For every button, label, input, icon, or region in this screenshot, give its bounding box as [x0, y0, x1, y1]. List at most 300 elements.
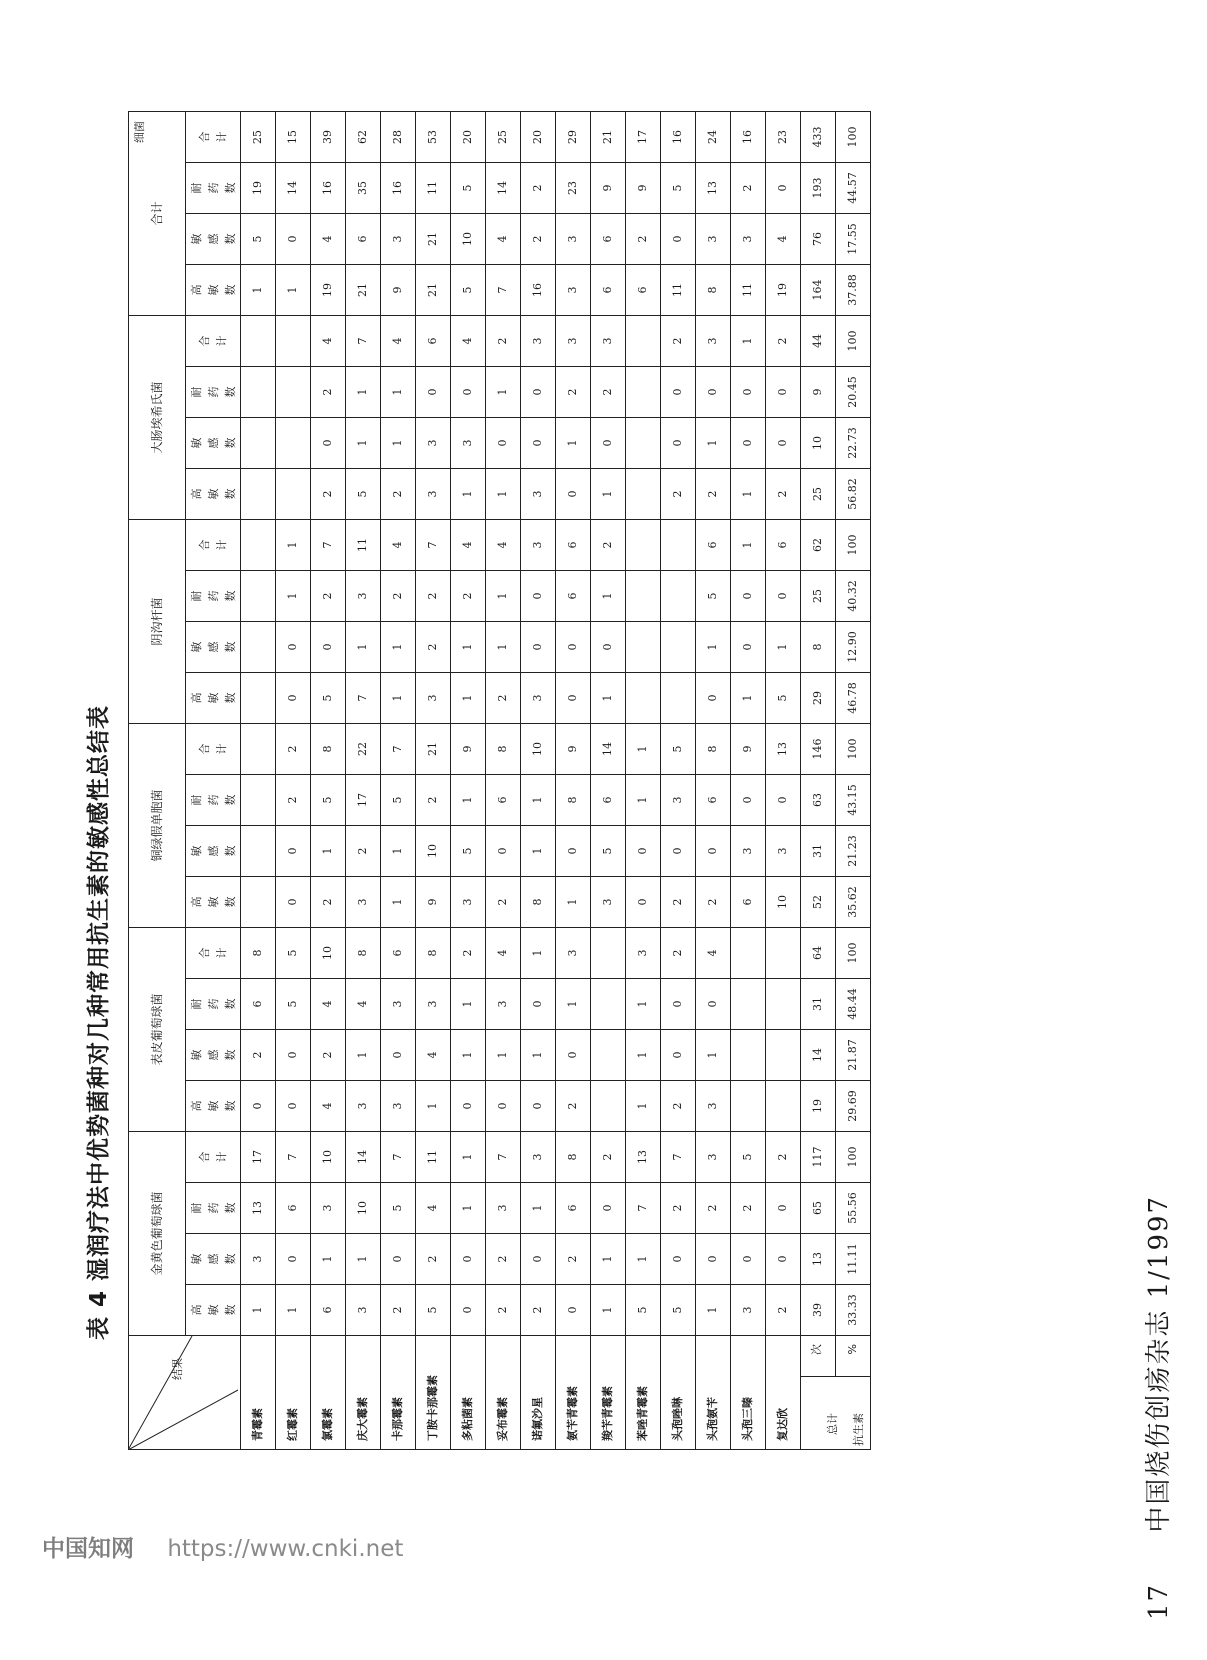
value-cell: 3	[766, 826, 801, 877]
value-cell: 0	[766, 775, 801, 826]
value-cell: 0	[591, 1183, 626, 1234]
value-cell: 9	[451, 724, 486, 775]
value-cell: 5	[766, 673, 801, 724]
value-cell: 11	[416, 163, 451, 214]
value-cell	[766, 1030, 801, 1081]
total-count-cell: 146	[801, 724, 836, 775]
subheader-char: 合	[198, 743, 211, 755]
subheader-label	[196, 540, 230, 551]
subheader-cell	[186, 1285, 241, 1336]
subheader-char: 药	[206, 386, 220, 398]
value-cell: 0	[276, 214, 311, 265]
value-cell: 3	[241, 1234, 276, 1285]
subheader-char: 敏	[189, 845, 203, 857]
value-cell: 1	[451, 775, 486, 826]
value-cell: 9	[416, 877, 451, 928]
value-cell: 2	[381, 469, 416, 520]
value-cell	[591, 979, 626, 1030]
value-cell: 2	[696, 1183, 731, 1234]
value-cell: 3	[381, 979, 416, 1030]
subheader-char: 数	[223, 1049, 237, 1061]
table-row	[696, 112, 731, 1450]
value-cell: 1	[486, 1030, 521, 1081]
subheader-cell	[186, 622, 241, 673]
value-cell: 6	[346, 214, 381, 265]
value-cell: 0	[451, 1234, 486, 1285]
subheader-cell	[186, 520, 241, 571]
value-cell: 2	[661, 1081, 696, 1132]
subheader-cell	[186, 979, 241, 1030]
value-cell	[241, 316, 276, 367]
total-percent-cell: 100	[836, 928, 871, 979]
total-count-cell: 13	[801, 1234, 836, 1285]
value-cell: 3	[451, 418, 486, 469]
value-cell: 0	[521, 979, 556, 1030]
value-cell: 3	[731, 826, 766, 877]
value-cell: 2	[661, 928, 696, 979]
value-cell: 1	[556, 418, 591, 469]
subheader-char: 数	[223, 1304, 237, 1316]
subheader-char: 敏	[189, 1049, 203, 1061]
total-count-cell: 62	[801, 520, 836, 571]
value-cell: 0	[696, 367, 731, 418]
subheader-char: 耐	[189, 794, 203, 806]
value-cell	[241, 724, 276, 775]
value-cell: 5	[311, 775, 346, 826]
value-cell: 6	[276, 1183, 311, 1234]
value-cell: 0	[521, 1234, 556, 1285]
value-cell: 1	[346, 418, 381, 469]
value-cell	[276, 316, 311, 367]
value-cell: 2	[311, 877, 346, 928]
total-percent-cell: 44.57	[836, 163, 871, 214]
total-count-cell: 14	[801, 1030, 836, 1081]
subheader-char: 数	[223, 284, 237, 296]
value-cell: 13	[241, 1183, 276, 1234]
value-cell	[591, 928, 626, 979]
value-cell: 3	[486, 1183, 521, 1234]
value-cell	[766, 1081, 801, 1132]
total-label: 总计	[826, 1413, 839, 1435]
antibiotic-name: 红霉素	[276, 1336, 311, 1450]
total-count-cell: 25	[801, 571, 836, 622]
value-cell: 8	[521, 877, 556, 928]
value-cell	[241, 571, 276, 622]
value-cell: 3	[696, 316, 731, 367]
subheader-char: 计	[215, 743, 228, 755]
value-cell: 10	[451, 214, 486, 265]
value-cell: 16	[381, 163, 416, 214]
value-cell: 2	[591, 1132, 626, 1183]
value-cell: 1	[521, 775, 556, 826]
value-cell: 1	[381, 418, 416, 469]
value-cell: 1	[416, 1081, 451, 1132]
value-cell: 2	[346, 826, 381, 877]
value-cell: 11	[731, 265, 766, 316]
value-cell: 1	[311, 1234, 346, 1285]
value-cell: 1	[451, 469, 486, 520]
value-cell: 0	[591, 418, 626, 469]
value-cell: 7	[381, 1132, 416, 1183]
value-cell: 1	[521, 1183, 556, 1234]
value-cell: 2	[416, 1234, 451, 1285]
value-cell	[241, 520, 276, 571]
value-cell: 1	[591, 673, 626, 724]
value-cell: 2	[311, 571, 346, 622]
subheader-label	[196, 1152, 230, 1163]
subheader-char: 耐	[189, 1202, 203, 1214]
value-cell: 3	[416, 673, 451, 724]
subheader-char: 数	[223, 590, 237, 602]
value-cell	[626, 469, 661, 520]
value-cell: 11	[416, 1132, 451, 1183]
table-container	[128, 111, 871, 1450]
subheader-char: 敏	[189, 233, 203, 245]
value-cell: 0	[661, 979, 696, 1030]
value-cell: 3	[521, 316, 556, 367]
value-cell	[241, 877, 276, 928]
total-percent-row	[836, 112, 871, 1450]
subheader-char: 耐	[189, 182, 203, 194]
value-cell: 3	[521, 1132, 556, 1183]
group-header: 表皮葡萄球菌	[129, 928, 186, 1132]
value-cell: 0	[626, 877, 661, 928]
antibiotic-name: 庆大霉素	[346, 1336, 381, 1450]
value-cell: 5	[381, 775, 416, 826]
subheader-char: 数	[223, 1253, 237, 1265]
subheader-char: 数	[223, 1100, 237, 1112]
value-cell: 1	[451, 622, 486, 673]
antibiotic-name: 苯唑青霉素	[626, 1336, 661, 1450]
total-percent-cell: 43.15	[836, 775, 871, 826]
value-cell: 9	[591, 163, 626, 214]
value-cell: 29	[556, 112, 591, 163]
value-cell: 0	[556, 826, 591, 877]
value-cell: 6	[556, 520, 591, 571]
value-cell: 2	[731, 163, 766, 214]
value-cell: 53	[416, 112, 451, 163]
subheader-label	[196, 744, 230, 755]
value-cell: 11	[661, 265, 696, 316]
total-percent-cell: 22.73	[836, 418, 871, 469]
antibiotic-name: 多粘菌素	[451, 1336, 486, 1450]
subheader-label	[188, 642, 239, 653]
total-percent-cell: 100	[836, 520, 871, 571]
subheader-char: 药	[206, 590, 220, 602]
value-cell: 1	[451, 673, 486, 724]
subheader-char: 数	[223, 233, 237, 245]
total-count-cell: 39	[801, 1285, 836, 1336]
total-count-cell: 29	[801, 673, 836, 724]
value-cell	[661, 571, 696, 622]
table-row	[556, 112, 591, 1450]
value-cell	[591, 1081, 626, 1132]
value-cell: 5	[241, 214, 276, 265]
value-cell: 8	[696, 724, 731, 775]
value-cell: 4	[451, 316, 486, 367]
value-cell: 1	[626, 1234, 661, 1285]
value-cell: 1	[381, 622, 416, 673]
total-percent-cell: 11.11	[836, 1234, 871, 1285]
subheader-char: 高	[189, 1100, 203, 1112]
table-row	[346, 112, 381, 1450]
value-cell: 2	[696, 877, 731, 928]
value-cell: 1	[486, 469, 521, 520]
value-cell: 2	[416, 571, 451, 622]
sensitivity-table	[128, 111, 871, 1450]
value-cell: 1	[241, 1285, 276, 1336]
subheader-char: 敏	[206, 692, 220, 704]
value-cell: 0	[766, 367, 801, 418]
value-cell: 5	[451, 163, 486, 214]
value-cell: 0	[766, 418, 801, 469]
value-cell: 1	[276, 265, 311, 316]
value-cell: 2	[556, 367, 591, 418]
value-cell: 2	[521, 163, 556, 214]
value-cell: 3	[311, 1183, 346, 1234]
value-cell: 3	[451, 877, 486, 928]
subheader-cell	[186, 928, 241, 979]
value-cell: 0	[556, 469, 591, 520]
value-cell: 7	[311, 520, 346, 571]
subheader-char: 数	[223, 386, 237, 398]
value-cell: 2	[486, 877, 521, 928]
value-cell: 3	[346, 877, 381, 928]
value-cell: 19	[766, 265, 801, 316]
value-cell: 3	[626, 928, 661, 979]
total-count-cell: 65	[801, 1183, 836, 1234]
subheader-label	[188, 285, 239, 296]
total-count-cell: 9	[801, 367, 836, 418]
subheader-label	[188, 897, 239, 908]
subheader-char: 数	[223, 896, 237, 908]
subheader-char: 计	[215, 131, 228, 143]
value-cell: 2	[486, 1285, 521, 1336]
value-cell: 0	[276, 1234, 311, 1285]
value-cell	[241, 775, 276, 826]
subheader-char: 敏	[189, 641, 203, 653]
value-cell: 1	[731, 469, 766, 520]
value-cell: 1	[521, 928, 556, 979]
value-cell: 7	[626, 1183, 661, 1234]
subheader-label	[188, 183, 239, 194]
value-cell: 1	[276, 520, 311, 571]
value-cell: 8	[241, 928, 276, 979]
value-cell: 1	[731, 520, 766, 571]
value-cell: 6	[766, 520, 801, 571]
subheader-char: 感	[206, 1253, 220, 1265]
value-cell: 0	[766, 163, 801, 214]
value-cell: 3	[381, 214, 416, 265]
value-cell: 7	[346, 673, 381, 724]
subheader-char: 敏	[206, 488, 220, 500]
value-cell: 10	[311, 928, 346, 979]
subheader-char: 合	[198, 947, 211, 959]
value-cell: 2	[626, 214, 661, 265]
value-cell: 39	[311, 112, 346, 163]
value-cell: 6	[591, 775, 626, 826]
total-count-cell: 63	[801, 775, 836, 826]
value-cell	[591, 1030, 626, 1081]
value-cell	[661, 622, 696, 673]
value-cell: 6	[591, 214, 626, 265]
total-count-cell: 8	[801, 622, 836, 673]
value-cell: 20	[451, 112, 486, 163]
value-cell: 0	[276, 1081, 311, 1132]
value-cell: 1	[451, 979, 486, 1030]
value-cell: 1	[381, 673, 416, 724]
value-cell: 0	[276, 673, 311, 724]
value-cell: 0	[451, 367, 486, 418]
subheader-char: 合	[198, 1151, 211, 1163]
subheader-char: 耐	[189, 590, 203, 602]
subheader-cell	[186, 775, 241, 826]
total-percent-cell: 33.33	[836, 1285, 871, 1336]
value-cell: 5	[311, 673, 346, 724]
value-cell: 8	[416, 928, 451, 979]
total-count-label: 次	[810, 1344, 823, 1355]
value-cell: 6	[241, 979, 276, 1030]
value-cell: 6	[696, 520, 731, 571]
total-percent-cell: 48.44	[836, 979, 871, 1030]
subheader-label	[188, 234, 239, 245]
subheader-cell	[186, 877, 241, 928]
value-cell	[626, 571, 661, 622]
value-cell: 4	[311, 979, 346, 1030]
subheader-char: 敏	[189, 1253, 203, 1265]
antibiotic-name: 复达欣	[766, 1336, 801, 1450]
subheader-cell	[186, 316, 241, 367]
value-cell: 28	[381, 112, 416, 163]
value-cell: 6	[556, 1183, 591, 1234]
value-cell: 0	[731, 622, 766, 673]
value-cell: 0	[696, 979, 731, 1030]
value-cell: 1	[486, 367, 521, 418]
value-cell: 1	[311, 826, 346, 877]
value-cell: 0	[731, 367, 766, 418]
value-cell: 2	[381, 1285, 416, 1336]
total-percent-cell: 100	[836, 724, 871, 775]
antibiotic-name: 氯霉素	[311, 1336, 346, 1450]
value-cell: 1	[451, 1132, 486, 1183]
subheader-cell	[186, 724, 241, 775]
value-cell: 5	[451, 265, 486, 316]
subheader-char: 高	[189, 488, 203, 500]
value-cell: 24	[696, 112, 731, 163]
value-cell: 4	[311, 1081, 346, 1132]
value-cell: 6	[591, 265, 626, 316]
subheader-label	[188, 489, 239, 500]
value-cell: 5	[626, 1285, 661, 1336]
value-cell: 2	[661, 877, 696, 928]
value-cell: 14	[276, 163, 311, 214]
value-cell: 0	[661, 367, 696, 418]
value-cell: 35	[346, 163, 381, 214]
value-cell: 21	[416, 724, 451, 775]
value-cell: 0	[521, 571, 556, 622]
value-cell: 2	[766, 1132, 801, 1183]
value-cell: 4	[416, 1183, 451, 1234]
antibiotic-name: 卡那霉素	[381, 1336, 416, 1450]
value-cell: 0	[381, 1234, 416, 1285]
value-cell: 4	[311, 214, 346, 265]
value-cell: 2	[696, 469, 731, 520]
total-count-cell: 31	[801, 979, 836, 1030]
total-count-cell: 193	[801, 163, 836, 214]
value-cell: 1	[241, 265, 276, 316]
total-count-cell: 25	[801, 469, 836, 520]
subheader-cell	[186, 1081, 241, 1132]
value-cell: 0	[696, 826, 731, 877]
value-cell: 4	[486, 520, 521, 571]
subheader-char: 敏	[206, 1100, 220, 1112]
antibiotic-name: 羧苄青霉素	[591, 1336, 626, 1450]
value-cell: 0	[556, 622, 591, 673]
value-cell: 5	[276, 979, 311, 1030]
value-cell: 0	[766, 1234, 801, 1285]
value-cell: 0	[451, 1285, 486, 1336]
value-cell: 2	[591, 367, 626, 418]
value-cell: 0	[276, 1030, 311, 1081]
subheader-char: 合	[198, 131, 211, 143]
value-cell: 2	[276, 724, 311, 775]
value-cell: 0	[661, 826, 696, 877]
value-cell: 0	[241, 1081, 276, 1132]
value-cell: 2	[661, 469, 696, 520]
subheader-label	[188, 1203, 239, 1214]
value-cell: 17	[346, 775, 381, 826]
value-cell: 17	[626, 112, 661, 163]
value-cell	[626, 622, 661, 673]
value-cell: 1	[626, 775, 661, 826]
watermark-url: https://www.cnki.net	[167, 1536, 404, 1562]
table-row	[766, 112, 801, 1450]
subheader-label	[196, 336, 230, 347]
antibiotic-name: 青霉素	[241, 1336, 276, 1450]
value-cell: 2	[311, 1030, 346, 1081]
total-count-cell: 64	[801, 928, 836, 979]
value-cell: 0	[486, 826, 521, 877]
value-cell: 3	[556, 214, 591, 265]
value-cell: 7	[276, 1132, 311, 1183]
subheader-char: 合	[198, 335, 211, 347]
value-cell: 10	[311, 1132, 346, 1183]
value-cell: 2	[766, 316, 801, 367]
total-label-cell	[801, 1336, 871, 1450]
value-cell	[241, 469, 276, 520]
value-cell: 13	[766, 724, 801, 775]
value-cell: 3	[731, 214, 766, 265]
value-cell: 21	[416, 265, 451, 316]
subheader-char: 数	[223, 794, 237, 806]
value-cell: 3	[556, 316, 591, 367]
value-cell: 3	[521, 673, 556, 724]
value-cell: 10	[521, 724, 556, 775]
subheader-char: 敏	[206, 896, 220, 908]
value-cell: 0	[486, 418, 521, 469]
value-cell: 0	[556, 673, 591, 724]
value-cell: 0	[731, 571, 766, 622]
value-cell: 6	[311, 1285, 346, 1336]
subheader-char: 数	[223, 437, 237, 449]
value-cell	[241, 418, 276, 469]
value-cell: 0	[661, 418, 696, 469]
value-cell: 7	[486, 265, 521, 316]
total-count-cell: 31	[801, 826, 836, 877]
corner-diagonal-lines	[129, 1336, 239, 1450]
subheader-char: 高	[189, 896, 203, 908]
total-count-cell: 19	[801, 1081, 836, 1132]
